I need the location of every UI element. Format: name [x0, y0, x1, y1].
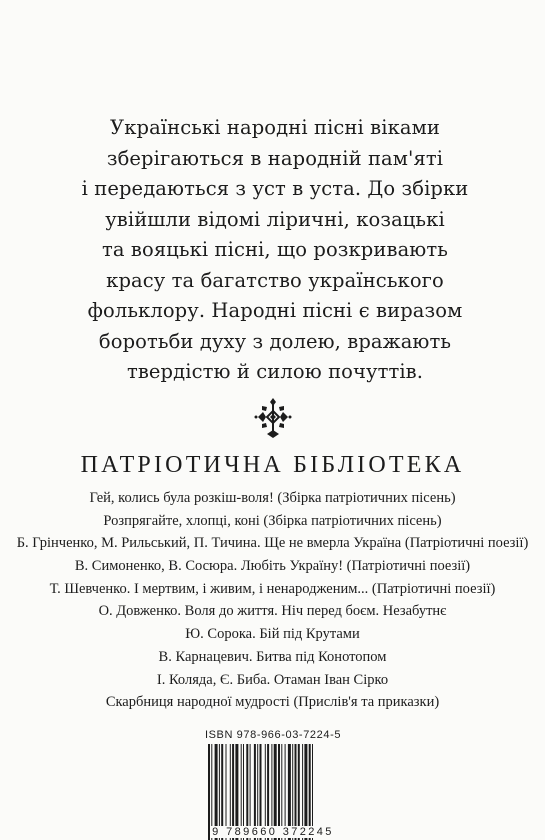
book-title: Т. Шевченко. І мертвим, і живим, і ненародженим... (Патріотичні поезії)	[49, 580, 496, 597]
book-title: В. Симоненко, В. Сосюра. Любіть Україну! (Патріотичні поезії)	[74, 558, 471, 575]
blurb-line: і передаються з уст в уста. До збірки	[81, 177, 469, 200]
blurb-line: Українські народні пісні віками	[110, 116, 440, 139]
book-title: Гей, колись була розкіш-воля! (Збірка патріотичних пісень)	[89, 490, 456, 506]
blurb-line: красу та багатство українського	[106, 268, 444, 292]
book-title: І. Коляда, Є. Биба. Отаман Іван Сірко	[156, 671, 389, 688]
series-title: ПАТРІОТИЧНА БІБЛІОТЕКА	[80, 452, 465, 478]
blurb-line: твердістю й силою почуттів.	[126, 360, 424, 383]
book-title: Скарбниця народної мудрості (Прислів'я та приказки)	[105, 694, 440, 711]
blurb-line: увійшли відомі ліричні, козацькі	[105, 207, 445, 231]
blurb	[60, 113, 490, 388]
barcode-digits	[200, 826, 346, 838]
barcode-number: 9 789660 372245	[212, 826, 334, 838]
book-title: Ю. Сорока. Бій під Крутами	[185, 626, 360, 643]
isbn-label: ISBN 978-966-03-7224-5	[204, 729, 342, 741]
blurb-line: фольклору. Народні пісні є виразом	[87, 299, 463, 322]
folk-ornament-icon	[254, 398, 292, 438]
book-title: О. Довженко. Воля до життя. Ніч перед боєм. Незабутнє	[98, 603, 447, 620]
blurb-line: боротьби духу з долею, вражають	[98, 329, 452, 353]
blurb-line: та вояцькі пісні, що розкривають	[102, 238, 448, 261]
book-title: В. Карнацевич. Битва під Конотопом	[158, 648, 387, 665]
book-title: Б. Грінченко, М. Рильський, П. Тичина. Ще не вмерла Україна (Патріотичні поезії)	[16, 535, 529, 552]
book-list	[0, 487, 545, 714]
blurb-line: зберігаються в народній пам'яті	[106, 146, 444, 170]
book-title: Розпрягайте, хлопці, коні (Збірка патріотичних пісень)	[103, 512, 442, 529]
